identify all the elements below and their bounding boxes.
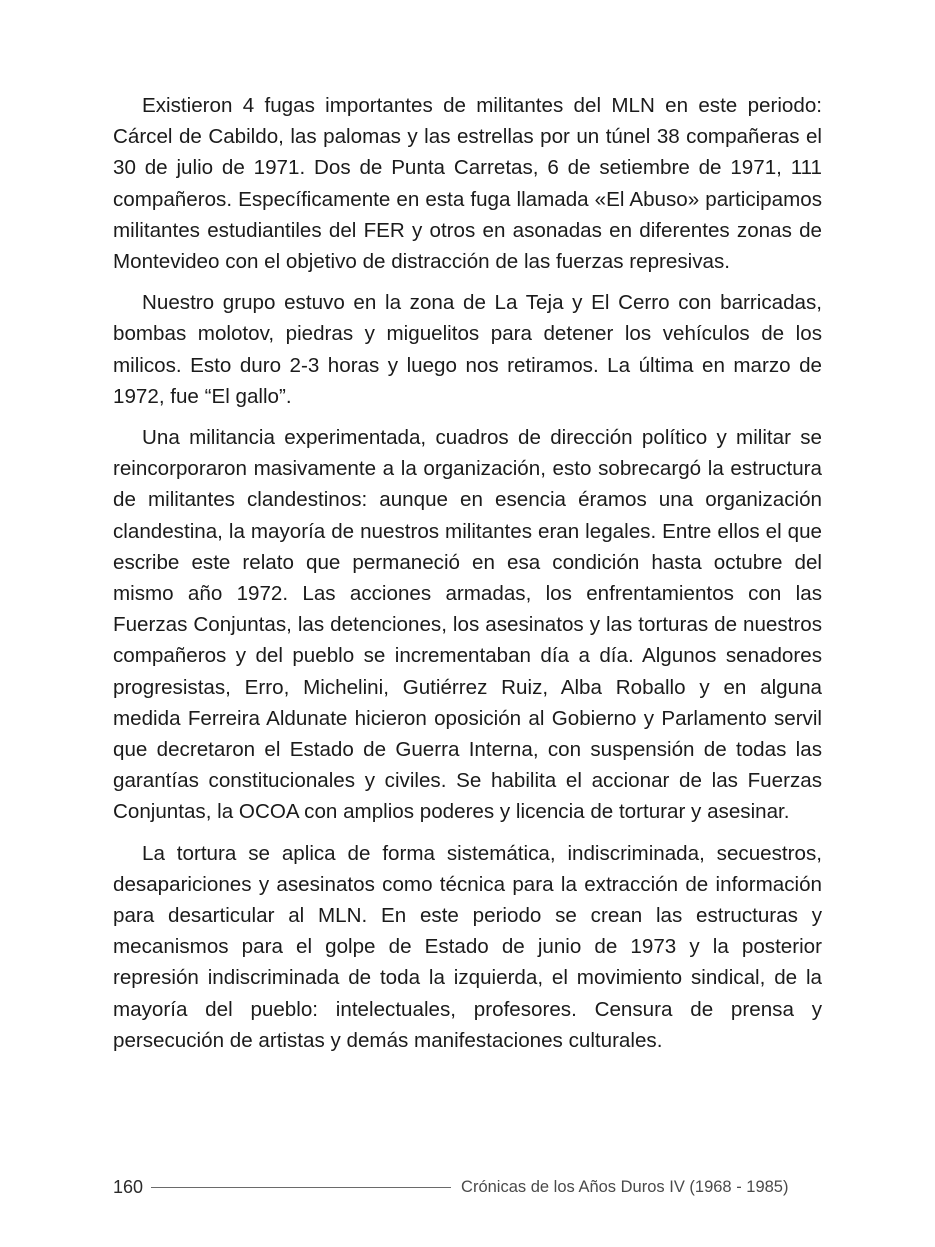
paragraph-fugas: Existieron 4 fugas importantes de militantes del MLN en este periodo: Cárcel de Cabildo, las palomas y las estrellas por un túnel 38 compañeras el 30 de julio de 1971. Dos de Punta Carretas, 6 de setiembre de 1971, 111 compañeros. Específicamente en esta fuga llamada «El Abuso» participamos militantes estudiantiles del FER y otros en asonadas en diferentes zonas de Montevideo con el objetivo de distracción de las fuerzas represivas.	[113, 94, 822, 274]
page-footer	[113, 1173, 822, 1201]
footer-divider	[151, 1187, 451, 1188]
running-title: Crónicas de los Años Duros IV (1968 - 1985)	[461, 1177, 789, 1196]
paragraph-tortura: La tortura se aplica de forma sistemática, indiscriminada, secuestros, desapariciones y asesinatos como técnica para la extracción de información para desarticular al MLN. En este periodo se crean las estructuras y mecanismos para el golpe de Estado de junio de 1973 y la posterior represión indiscriminada de toda la izquierda, el movimiento sindical, de la mayoría del pueblo: intelectuales, profesores. Censura de prensa y persecución de artistas y demás manifestaciones culturales.	[113, 841, 822, 1052]
paragraph-grupo: Nuestro grupo estuvo en la zona de La Teja y El Cerro con barricadas, bombas molotov, piedras y miguelitos para detener los vehículos de los milicos. Esto duro 2-3 horas y luego nos retiramos. La última en marzo de 1972, fue “El gallo”.	[113, 291, 822, 408]
paragraph-militancia: Una militancia experimentada, cuadros de dirección político y militar se reincorporaron masivamente a la organización, esto sobrecargó la estructura de militantes clandestinos: aunque en esencia éramos una organización clandestina, la mayoría de nuestros militantes eran legales. Entre ellos el que escribe este relato que permaneció en esa condición hasta octubre del mismo año 1972. Las acciones armadas, los enfrentamientos con las Fuerzas Conjuntas, las detenciones, los asesinatos y las torturas de nuestros compañeros y del pueblo se incrementaban día a día. Algunos senadores progresistas, Erro, Michelini, Gutiérrez Ruiz, Alba Roballo y en alguna medida Ferreira Aldunate hicieron oposición al Gobierno y Parlamento servil que decretaron el Estado de Guerra Interna, con suspensión de todas las garantías constitucionales y civiles. Se habilita el accionar de las Fuerzas Conjuntas, la OCOA con amplios poderes y licencia de torturar y asesinar.	[113, 426, 822, 824]
page-number: 160	[113, 1176, 144, 1197]
body-text	[113, 90, 822, 1056]
